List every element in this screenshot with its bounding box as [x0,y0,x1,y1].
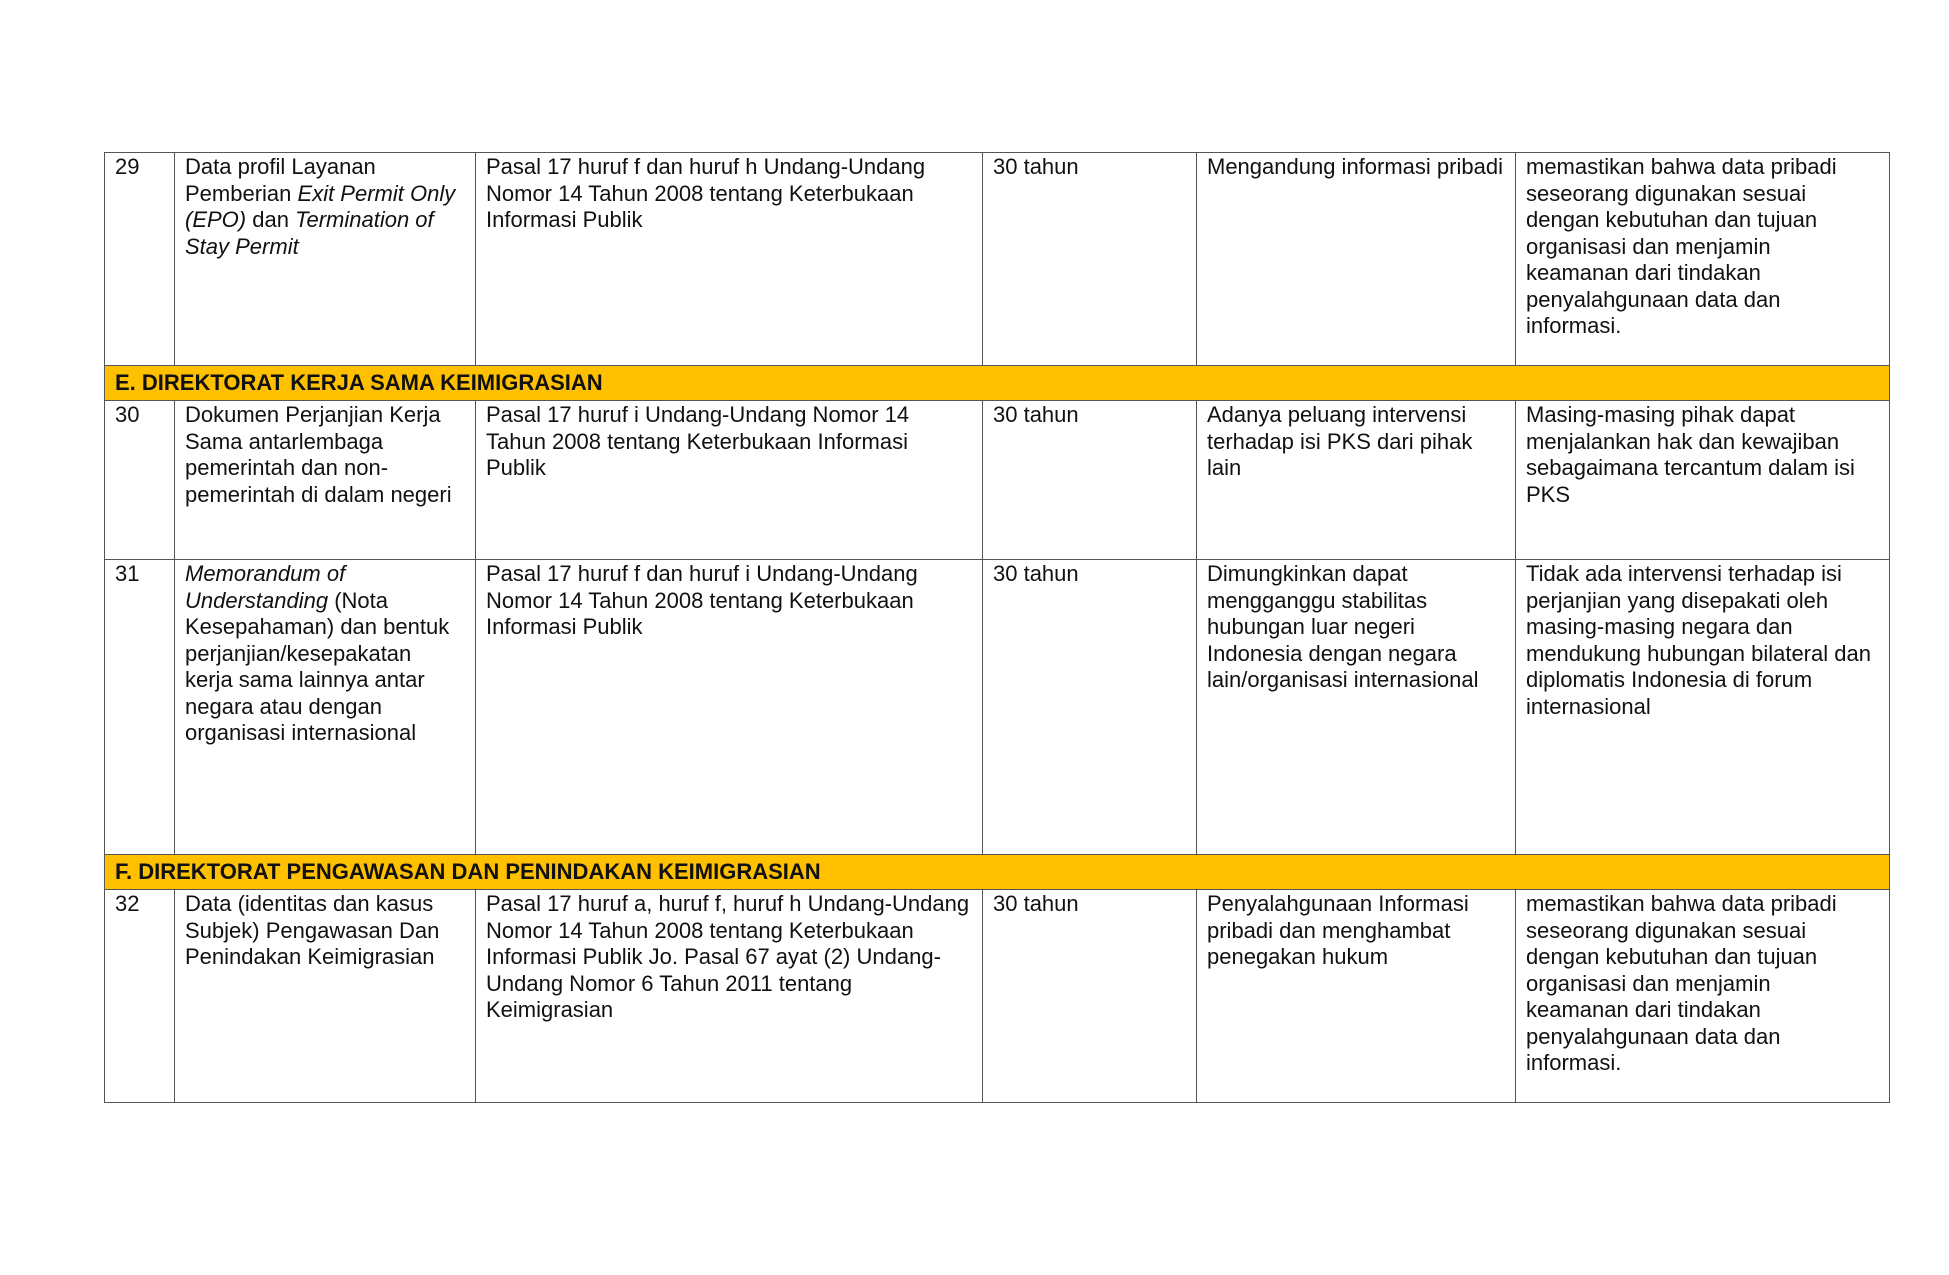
legal-basis [476,153,983,366]
information-name-part: dan [246,207,296,232]
retention-period [983,401,1197,560]
consequence-text: Penyalahgunaan Informasi pribadi dan menghambat penegakan hukum [1207,891,1469,969]
information-name [175,153,476,366]
table-row [105,153,1890,366]
consequence [1197,401,1516,560]
section-header-row [105,855,1890,890]
row-number [105,153,175,366]
information-name-part: Dokumen Perjanjian Kerja Sama antarlembaga pemerintah dan non-pemerintah di dalam negeri [185,402,452,507]
row-number-text: 32 [115,891,140,916]
retention-period-text: 30 tahun [993,561,1079,586]
information-name-text [185,890,465,971]
section-header-row [105,366,1890,401]
information-name [175,890,476,1103]
consequence [1197,890,1516,1103]
information-name-part: Termination of Stay Permit [185,207,434,259]
information-name [175,560,476,855]
row-number [105,401,175,560]
row-number-text: 30 [115,402,140,427]
legal-basis-text: Pasal 17 huruf f dan huruf h Undang-Undang Nomor 14 Tahun 2008 tentang Keterbukaan Informasi Publik [486,154,926,232]
information-name-part: Memorandum of Understanding [185,561,346,613]
information-name-text [185,401,465,508]
information-name-part: Data (identitas dan kasus Subjek) Pengawasan Dan Penindakan Keimigrasian [185,891,440,969]
row-number-text: 31 [115,561,140,586]
retention-period [983,890,1197,1103]
row-number-text: 29 [115,154,140,179]
table-row [105,890,1890,1103]
consequence [1197,560,1516,855]
reason-text: Masing-masing pihak dapat menjalankan hak dan kewajiban sebagaimana tercantum dalam isi PKS [1526,402,1855,507]
reason [1516,153,1890,366]
exception-table [104,152,1890,1103]
information-name-part: Exit Permit Only (EPO) [185,180,456,232]
section-header: F. DIREKTORAT PENGAWASAN DAN PENINDAKAN KEIMIGRASIAN [105,855,1890,890]
section-header: E. DIREKTORAT KERJA SAMA KEIMIGRASIAN [105,366,1890,401]
reason-text: memastikan bahwa data pribadi seseorang digunakan sesuai dengan kebutuhan dan tujuan organisasi dan menjamin keamanan dari tindakan penyalahgunaan data dan informasi. [1526,891,1837,1075]
consequence-text: Mengandung informasi pribadi [1207,154,1503,179]
retention-period-text: 30 tahun [993,891,1079,916]
retention-period [983,560,1197,855]
retention-period-text: 30 tahun [993,154,1079,179]
consequence-text: Dimungkinkan dapat mengganggu stabilitas hubungan luar negeri Indonesia dengan negara lain/organisasi internasional [1207,561,1479,692]
reason [1516,560,1890,855]
information-name [175,401,476,560]
table-row [105,560,1890,855]
information-name-part: Data profil Layanan Pemberian [185,154,376,206]
legal-basis-text: Pasal 17 huruf i Undang-Undang Nomor 14 Tahun 2008 tentang Keterbukaan Informasi Publik [486,402,910,480]
reason [1516,401,1890,560]
information-name-part: (Nota Kesepahaman) dan bentuk perjanjian/kesepakatan kerja sama lainnya antar negara atau dengan organisasi internasional [185,587,450,745]
reason-text: Tidak ada intervensi terhadap isi perjanjian yang disepakati oleh masing-masing negara dan mendukung hubungan bilateral dan diplomatis Indonesia di forum internasional [1526,561,1871,719]
table-body [105,153,1890,1103]
retention-period [983,153,1197,366]
retention-period-text: 30 tahun [993,402,1079,427]
legal-basis [476,560,983,855]
consequence-text: Adanya peluang intervensi terhadap isi PKS dari pihak lain [1207,402,1473,480]
legal-basis [476,890,983,1103]
reason [1516,890,1890,1103]
table-row [105,401,1890,560]
row-number [105,560,175,855]
legal-basis-text: Pasal 17 huruf f dan huruf i Undang-Undang Nomor 14 Tahun 2008 tentang Keterbukaan Informasi Publik [486,561,918,639]
information-name-text [185,153,465,260]
legal-basis [476,401,983,560]
consequence [1197,153,1516,366]
document-page [104,152,1889,1103]
row-number [105,890,175,1103]
reason-text: memastikan bahwa data pribadi seseorang digunakan sesuai dengan kebutuhan dan tujuan organisasi dan menjamin keamanan dari tindakan penyalahgunaan data dan informasi. [1526,154,1837,338]
information-name-text [185,560,465,747]
legal-basis-text: Pasal 17 huruf a, huruf f, huruf h Undang-Undang Nomor 14 Tahun 2008 tentang Keterbukaan Informasi Publik Jo. Pasal 67 ayat (2) Undang-Undang Nomor 6 Tahun 2011 tentang Keimigrasian [486,891,970,1022]
